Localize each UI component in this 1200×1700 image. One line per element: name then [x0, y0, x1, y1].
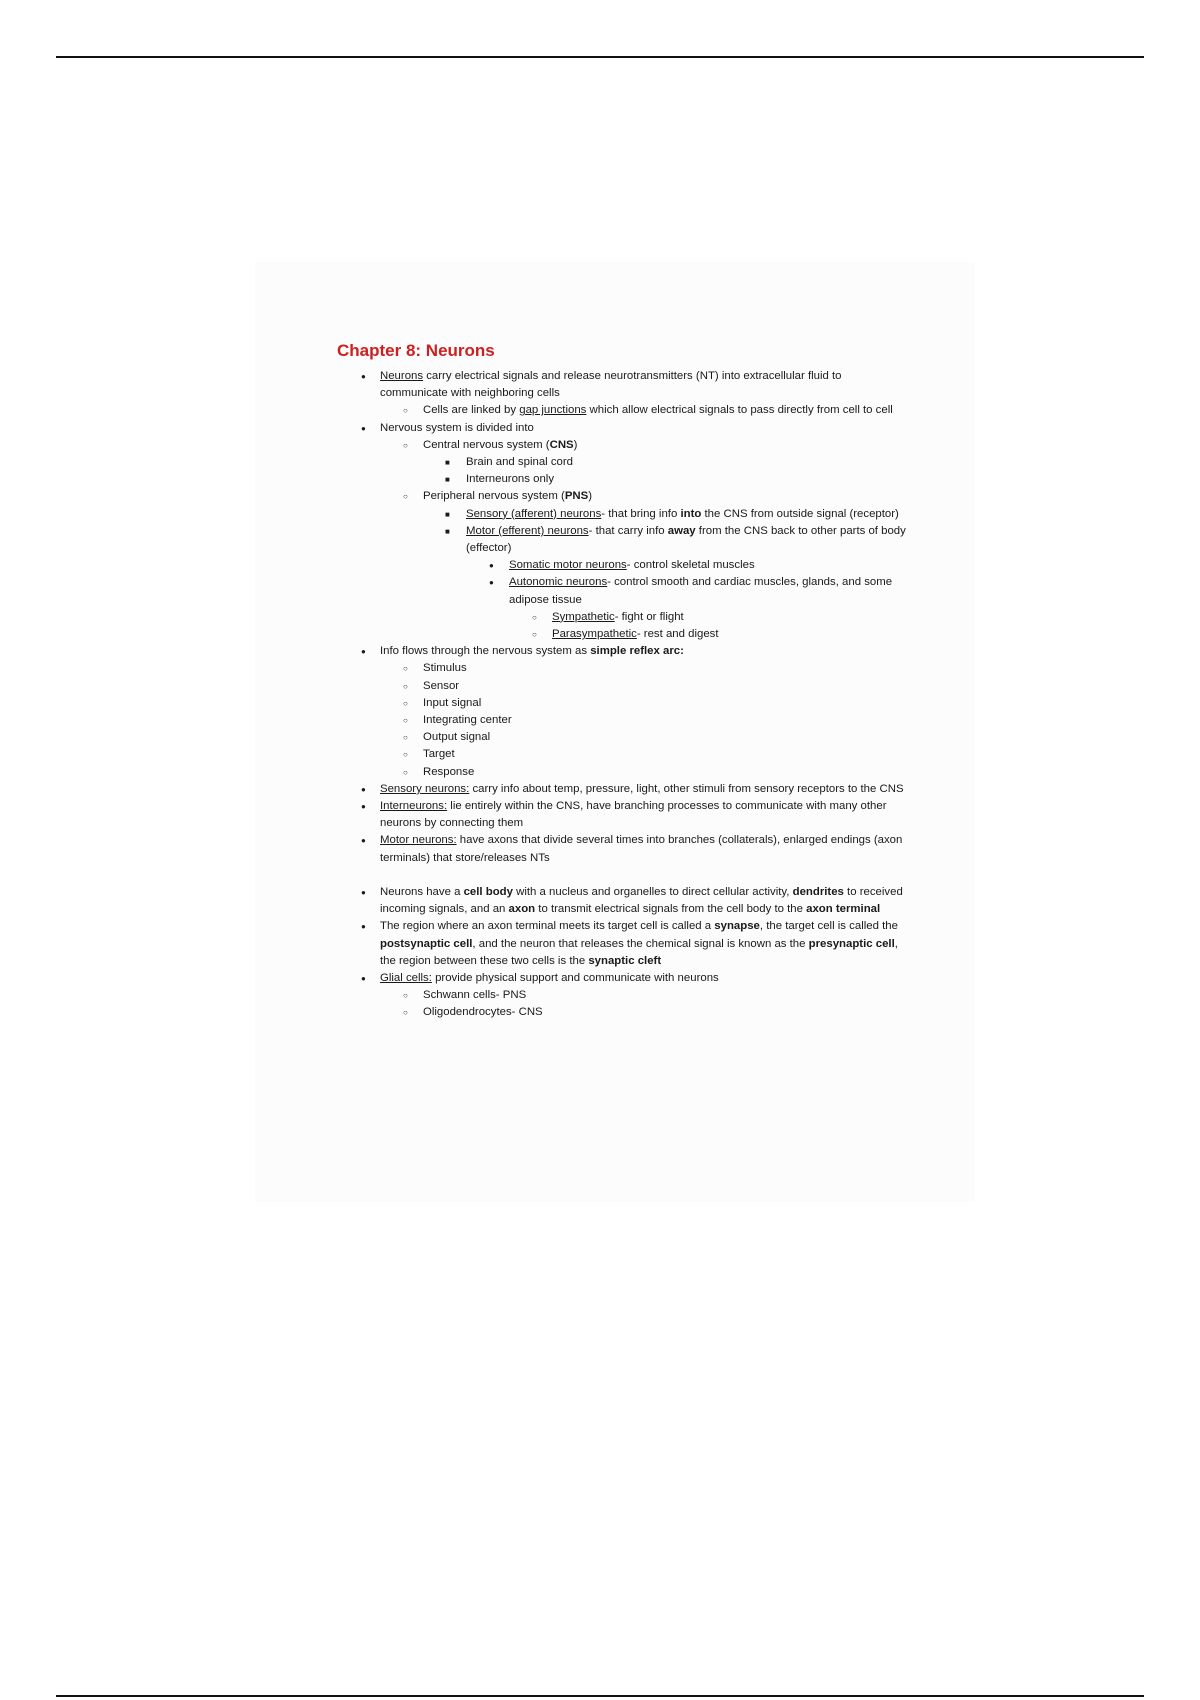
text-run: Output signal [423, 731, 491, 744]
list-item [337, 712, 907, 729]
list-item [337, 420, 907, 437]
text-run: to received incoming signals, and an [380, 885, 903, 916]
text-run: - fight or flight [614, 610, 684, 623]
underlined-term: gap junctions [519, 404, 587, 417]
list-item [337, 437, 907, 454]
bold-term: synaptic cleft [588, 954, 662, 967]
bold-term: axon [508, 903, 536, 916]
text-run: ) [588, 490, 593, 503]
list-item [337, 832, 907, 866]
text-run: lie entirely within the CNS, have branching processes to communicate with many other neurons by connecting them [380, 800, 887, 830]
list-item [337, 506, 907, 523]
list-item [337, 643, 907, 660]
underlined-term: Interneurons: [380, 800, 448, 813]
list-item [337, 454, 907, 471]
bold-term: postsynaptic cell [380, 937, 473, 950]
underlined-term: Sensory (afferent) neurons [466, 507, 602, 520]
list-item [337, 402, 907, 419]
underlined-term: Motor (efferent) neurons [466, 524, 589, 537]
underlined-term: Somatic motor neurons [509, 559, 627, 572]
text-run: Peripheral nervous system ( [423, 490, 565, 503]
text-run: Central nervous system ( [423, 438, 550, 451]
list-item [337, 884, 907, 918]
text-run: - control smooth and cardiac muscles, glands, and some adipose tissue [509, 576, 893, 606]
underlined-term: Motor neurons: [380, 834, 457, 847]
bold-term: PNS [564, 490, 589, 503]
underlined-term: Sympathetic [552, 610, 615, 623]
bold-term: away [667, 524, 696, 537]
bold-term: axon terminal [806, 903, 881, 916]
bold-term: cell body [463, 885, 513, 898]
text-run: - that carry info [588, 524, 668, 537]
list-item [337, 488, 907, 505]
bottom-rule [56, 1695, 1144, 1697]
text-run: - rest and digest [636, 628, 719, 641]
text-run: provide physical support and communicate with neurons [431, 971, 719, 984]
list-item [337, 678, 907, 695]
text-run: Integrating center [423, 714, 512, 727]
underlined-term: Autonomic neurons [509, 576, 608, 589]
text-run: Oligodendrocytes- CNS [423, 1006, 543, 1019]
text-run: from the CNS back to other parts of body (effector) [466, 524, 906, 555]
text-run: , and the neuron that releases the chemical signal is known as the [472, 937, 809, 950]
list-item [337, 987, 907, 1004]
text-run: Input signal [423, 696, 482, 709]
list-item [337, 695, 907, 712]
list-item [337, 798, 907, 832]
text-run: ) [573, 438, 578, 451]
text-run: with a nucleus and organelles to direct cellular activity, [512, 885, 793, 898]
text-run: Nervous system is divided into [380, 421, 534, 434]
list-item [337, 764, 907, 781]
text-run: the CNS from outside signal (receptor) [701, 507, 899, 520]
bold-term: synapse [714, 920, 760, 933]
list-item [337, 471, 907, 488]
notes-list [337, 368, 907, 1022]
text-run: Stimulus [423, 662, 467, 675]
list-item [337, 626, 907, 643]
text-run: The region where an axon terminal meets its target cell is called a [380, 920, 715, 933]
bold-term: CNS [549, 438, 574, 451]
list-item [337, 970, 907, 987]
list-item [337, 523, 907, 557]
text-run: carry electrical signals and release neurotransmitters (NT) into extracellular fluid to communicate with neighboring cells [380, 370, 842, 400]
document-body [337, 340, 907, 1022]
top-rule [56, 56, 1144, 58]
list-item [337, 660, 907, 677]
text-run: Schwann cells- PNS [423, 989, 527, 1002]
text-run: Neurons have a [380, 885, 464, 898]
list-item [337, 557, 907, 574]
underlined-term: Glial cells: [380, 971, 432, 984]
text-run: Target [423, 748, 455, 761]
text-run: have axons that divide several times into branches (collaterals), enlarged endings (axon terminals) that store/releases NTs [380, 834, 903, 864]
list-item [337, 1004, 907, 1021]
text-run: Brain and spinal cord [466, 456, 574, 469]
chapter-title: Chapter 8: Neurons [337, 341, 495, 360]
list-item [337, 729, 907, 746]
text-run: Cells are linked by [423, 404, 520, 417]
bold-term: simple reflex arc: [590, 645, 684, 658]
underlined-term: Sensory neurons: [380, 782, 470, 795]
text-run: - control skeletal muscles [626, 559, 755, 572]
underlined-term: Parasympathetic [552, 628, 637, 641]
underlined-term: Neurons [380, 370, 424, 382]
text-run: Response [423, 765, 475, 778]
bold-term: dendrites [792, 885, 844, 898]
text-run: - that bring info [601, 507, 681, 520]
list-item [337, 574, 907, 608]
bold-term: into [680, 507, 702, 520]
list-item [337, 746, 907, 763]
text-run: to transmit electrical signals from the cell body to the [535, 903, 807, 916]
list-item [337, 781, 907, 798]
text-run: Sensor [423, 679, 460, 692]
text-run: , the target cell is called the [759, 920, 898, 933]
text-run: , the region between these two cells is the [380, 937, 898, 967]
text-run: Info flows through the nervous system as [380, 645, 591, 658]
text-run: carry info about temp, pressure, light, other stimuli from sensory receptors to the CNS [469, 782, 904, 795]
bold-term: presynaptic cell [808, 937, 895, 950]
list-item [337, 918, 907, 970]
list-item [337, 609, 907, 626]
text-run: Interneurons only [466, 473, 555, 486]
text-run: which allow electrical signals to pass directly from cell to cell [586, 404, 893, 417]
list-item [337, 368, 907, 402]
